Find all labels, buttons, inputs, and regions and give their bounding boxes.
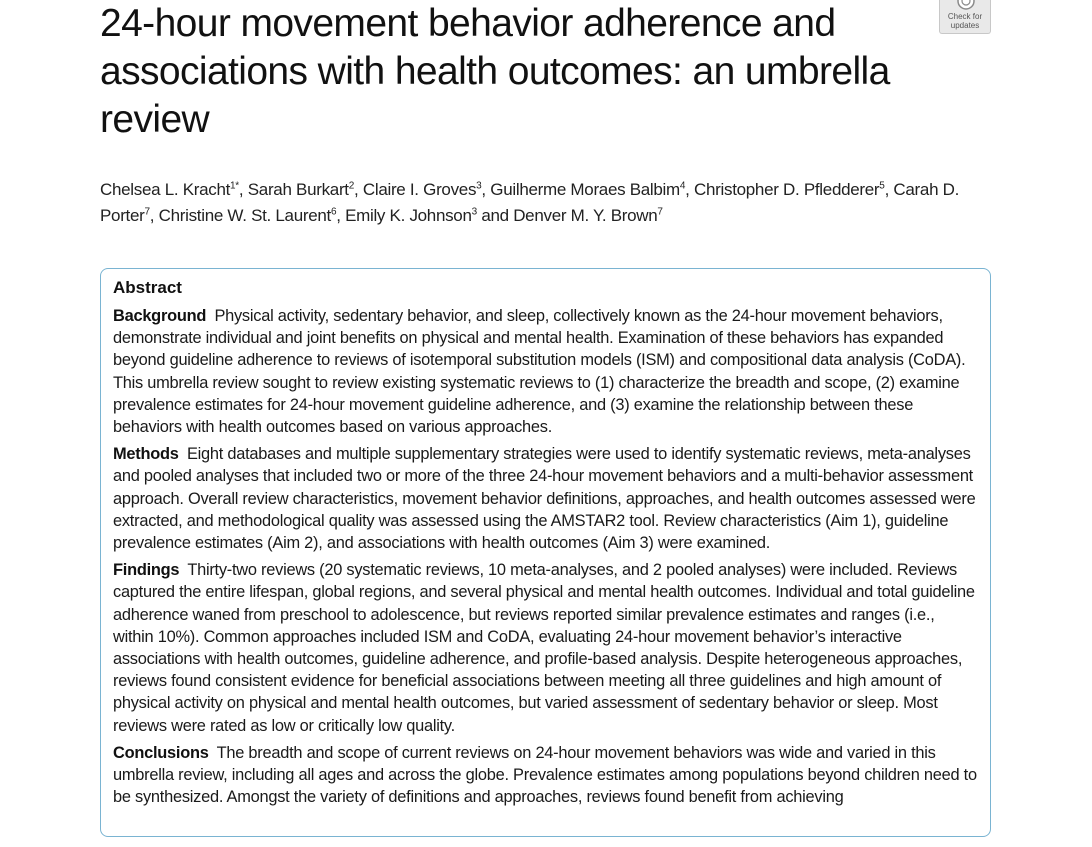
- section-label: Background: [113, 307, 207, 325]
- section-label: Methods: [113, 445, 179, 464]
- author-affiliation: 5: [879, 180, 885, 192]
- section-label: Findings: [113, 561, 180, 580]
- author-affiliation: 3: [471, 206, 477, 218]
- section-text: Eight databases and multiple supplementary strategies were used to identify systematic reviews, meta-analyses and pooled analyses that included two or more of the three 24-hour movement behaviors and a multi-behavior assessment approach. Overall review characteristics, movement behavior definitions, approaches, and health outcomes assessed were extracted, and methodological quality was assessed using the AMSTAR2 tool. Review characteristics (Aim 1), guideline prevalence estimates (Aim 2), and associations with health outcomes (Aim 3) were examined.: [113, 445, 976, 553]
- badge-label-line2: updates: [950, 21, 980, 30]
- author-name[interactable]: Emily K. Johnson: [345, 206, 472, 225]
- abstract-box: [100, 268, 991, 837]
- badge-label: [940, 12, 990, 30]
- section-text: The breadth and scope of current reviews on 24-hour movement behaviors was wide and varied in this umbrella review, including all ages and across the globe. Prevalence estimates among populations beyond children need to be synthesized. Amongst the variety of definitions and approaches, reviews found benefit from achieving: [113, 743, 977, 807]
- author-separator: ,: [238, 180, 248, 199]
- author-separator: and: [476, 206, 514, 225]
- badge-label-line1: Check for: [947, 12, 983, 21]
- author-separator: ,: [149, 206, 159, 225]
- author-name[interactable]: Carah D. Porter: [100, 180, 960, 225]
- author-separator: ,: [481, 180, 491, 199]
- author-name[interactable]: Denver M. Y. Brown: [513, 206, 658, 225]
- article-title: 24-hour movement behavior adherence and associations with health outcomes: an umbrella review: [100, 2, 890, 141]
- section-text: Physical activity, sedentary behavior, and sleep, collectively known as the 24-hour movement behaviors, demonstrate individual and joint benefits on physical and mental health. Examination of these behaviors has expanded beyond guideline adherence to reviews of isotemporal substitution models (ISM) and compositional data analysis (CoDA). This umbrella review sought to review existing systematic reviews to (1) characterize the breadth and scope, (2) examine prevalence estimates for 24-hour movement guideline adherence, and (3) examine the relationship between these behaviors with health outcomes based on various approaches.: [113, 307, 966, 437]
- author-name[interactable]: Christine W. St. Laurent: [158, 206, 331, 225]
- author-affiliation: 7: [144, 206, 150, 218]
- author-affiliation: 7: [657, 206, 663, 218]
- author-separator: ,: [354, 180, 363, 199]
- author-separator: ,: [336, 206, 346, 225]
- author-affiliation: 3: [476, 180, 482, 192]
- check-for-updates-badge[interactable]: [939, 0, 991, 34]
- author-list: [100, 177, 980, 229]
- section-text: Thirty-two reviews (20 systematic reviews, 10 meta-analyses, and 2 pooled analyses) were included. Reviews captured the entire lifespan, global regions, and several physical and mental health outcomes. Individual and total guideline adherence waned from preschool to adolescence, but reviews reported similar prevalence estimates and ranges (i.e., within 10%). Common approaches included ISM and CoDA, evaluating 24-hour movement behavior’s interactive associations with health outcomes, guideline adherence, and profile-based analysis. Despite heterogeneous approaches, reviews found consistent evidence for beneficial associations between meeting all three guidelines and high amount of physical activity on physical and mental health outcomes, but varied assessment of sedentary behavior or sleep. Most reviews were rated as low or critically low quality.: [113, 561, 975, 735]
- author-separator: ,: [884, 180, 894, 199]
- author-affiliation: 6: [330, 206, 337, 218]
- author-name[interactable]: Chelsea L. Kracht: [100, 180, 231, 199]
- author-name[interactable]: Christopher D. Pfledderer: [694, 180, 880, 199]
- abstract-section-findings: [113, 559, 978, 737]
- author-separator: ,: [685, 180, 695, 199]
- abstract-section-conclusions: [113, 742, 978, 809]
- author-name[interactable]: Claire I. Groves: [362, 180, 477, 199]
- section-label: Conclusions: [113, 743, 209, 762]
- check-updates-icon: [957, 0, 975, 10]
- abstract-section-background: [113, 305, 978, 438]
- abstract-heading: Abstract: [113, 278, 182, 297]
- author-affiliation: 4: [679, 180, 686, 192]
- author-name[interactable]: Sarah Burkart: [247, 180, 349, 199]
- abstract-section-methods: [113, 443, 978, 554]
- author-affiliation: 1*: [230, 180, 239, 192]
- author-affiliation: 2: [348, 180, 354, 192]
- author-name[interactable]: Guilherme Moraes Balbim: [490, 180, 680, 199]
